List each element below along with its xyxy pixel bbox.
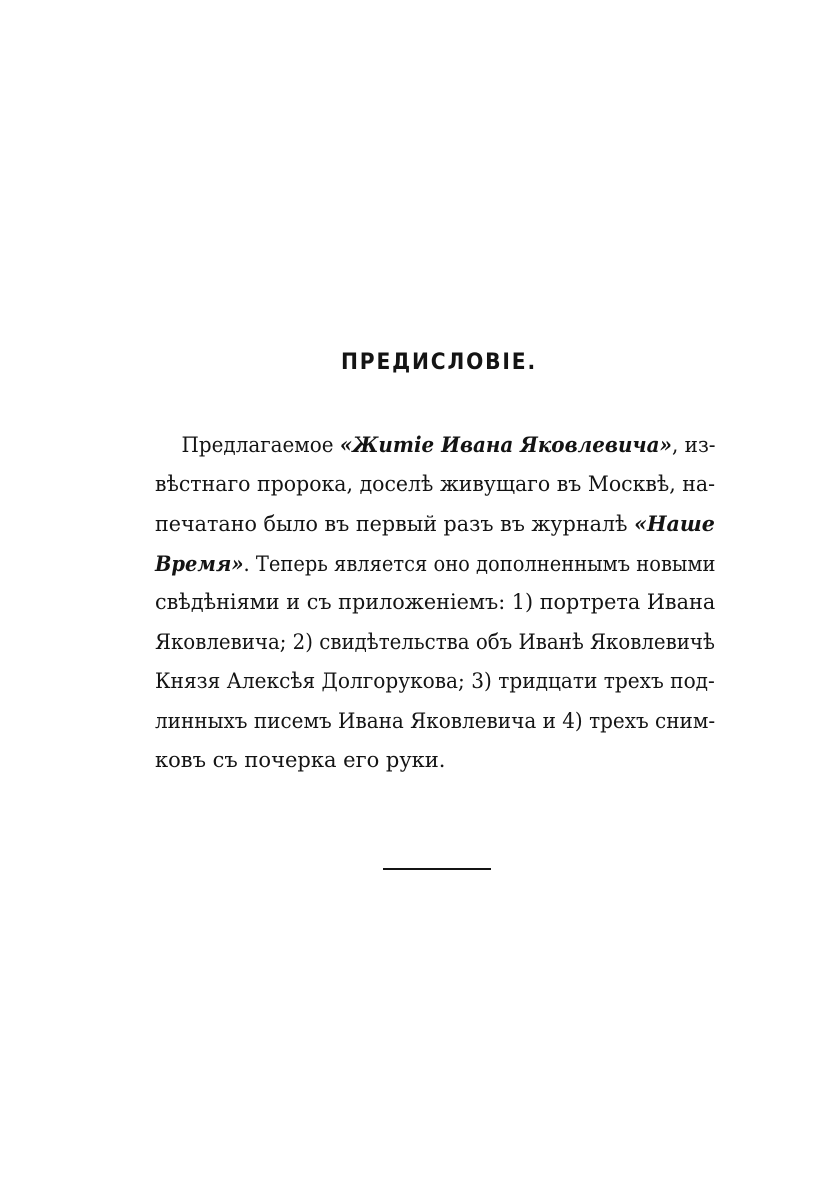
paragraph-line bbox=[155, 425, 715, 465]
line-emphasis: «Житіе Ивана Яковлевича» bbox=[339, 432, 673, 457]
paragraph-line bbox=[155, 741, 715, 781]
paragraph-line bbox=[155, 465, 715, 505]
line-text: свѣдѣніями и съ приложеніемъ: 1) портрета Ивана bbox=[155, 590, 716, 614]
section-divider bbox=[383, 868, 491, 870]
paragraph-line bbox=[155, 702, 715, 742]
paragraph-line bbox=[155, 662, 715, 702]
page-title: ПРЕДИСЛОВІЕ. bbox=[341, 350, 537, 375]
line-text: Князя Алексѣя Долгорукова; 3) тридцати трехъ под- bbox=[155, 669, 715, 693]
paragraph-line bbox=[155, 504, 715, 544]
line-text: ковъ съ почерка его руки. bbox=[155, 748, 446, 772]
line-text: линныхъ писемъ Ивана Яковлевича и 4) трехъ сним- bbox=[155, 708, 716, 733]
paragraph-line bbox=[155, 623, 715, 663]
line-text-after: , из- bbox=[672, 433, 716, 457]
line-emphasis: «Наше bbox=[634, 511, 715, 536]
line-emphasis: Время» bbox=[155, 550, 244, 576]
paragraph-line bbox=[155, 544, 715, 584]
line-text: вѣстнаго пророка, доселѣ живущаго въ Москвѣ, на- bbox=[155, 471, 716, 496]
line-text: печатано было въ первый разъ въ журналѣ bbox=[155, 512, 635, 536]
paragraph-line bbox=[155, 583, 715, 623]
line-text: Яковлевича; 2) свидѣтельства объ Иванѣ Яковлевичѣ bbox=[155, 629, 715, 654]
line-text: Предлагаемое bbox=[181, 433, 340, 457]
preface-paragraph bbox=[155, 425, 715, 781]
line-text-after: . Теперь является оно дополненнымъ новыми bbox=[243, 551, 716, 576]
